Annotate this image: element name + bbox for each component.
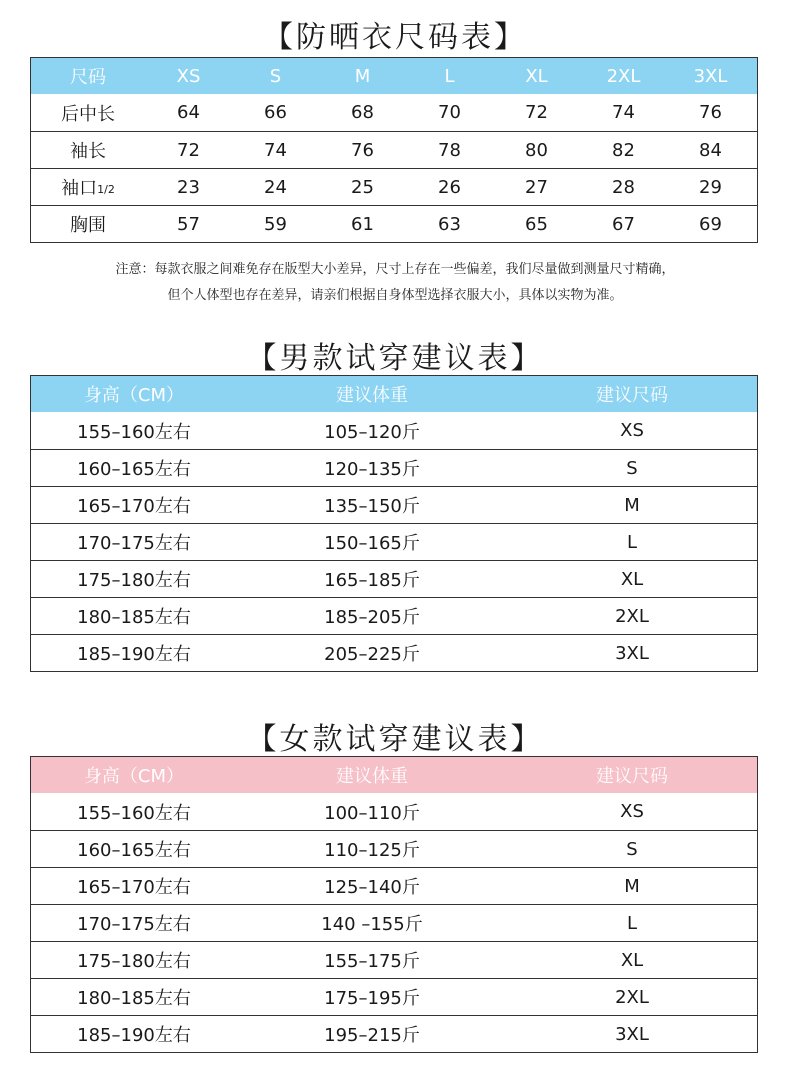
fit-size: XS [620,420,644,441]
womens-fit-header-row [31,757,757,793]
note-line-1: 注意：每款衣服之间难免存在版型大小差异，尺寸上存在一些偏差，我们尽量做到测量尺寸精确， [115,262,675,277]
fit-height: 160–165左右 [77,459,191,480]
fit-height: 160–165左右 [77,840,191,861]
fit-header-size: 建议尺码 [596,385,668,406]
fit-row [31,412,757,449]
size-header-cell: S [269,65,282,87]
measurement-value: 68 [351,102,374,123]
fit-size: 3XL [615,1023,649,1045]
fit-height: 165–170左右 [77,496,191,517]
fit-size: 2XL [615,605,649,627]
mens-fit-table [30,375,758,672]
measurement-value: 25 [351,176,374,198]
fit-weight: 150–165斤 [324,533,420,554]
fit-size: XL [620,568,644,590]
size-header-cell: 2XL [606,65,641,87]
measurement-value: 69 [699,213,722,235]
size-header-cell: 3XL [693,65,728,87]
fit-height: 175–180左右 [77,951,191,972]
measurement-value: 64 [177,102,200,123]
fit-height: 170–175左右 [77,914,191,935]
fit-row [31,560,757,597]
fit-row [31,867,757,904]
measurement-value: 72 [525,102,548,123]
fit-row [31,523,757,560]
measurement-label [31,169,145,205]
measurement-value: 61 [351,213,374,235]
size-header-label: 尺码 [70,67,106,88]
measurement-name: 袖口 [61,178,98,199]
fit-weight: 125–140斤 [324,877,420,898]
size-chart-title: 【防晒衣尺码表】 [263,20,527,55]
fit-height: 170–175左右 [77,533,191,554]
fit-row [31,634,757,671]
fit-header-size: 建议尺码 [596,766,668,787]
fit-height: 185–190左右 [77,1025,191,1046]
size-header-cell: L [444,65,455,87]
fit-row [31,597,757,634]
fit-weight: 140 –155斤 [321,914,423,935]
measurement-value: 67 [612,213,635,235]
fit-weight: 135–150斤 [324,496,420,517]
fit-header-height: 身高（CM） [83,766,185,787]
fit-weight: 175–195斤 [324,988,420,1009]
fit-size: 3XL [615,642,649,664]
fit-size: XL [620,949,644,971]
fit-row [31,486,757,523]
measurement-value: 70 [438,102,461,123]
mens-fit-title: 【男款试穿建议表】 [246,341,544,376]
fit-header-weight: 建议体重 [336,766,408,787]
measurement-label [31,206,145,242]
measurement-value: 82 [612,139,635,161]
fit-height: 155–160左右 [77,802,191,824]
size-chart-row [31,94,757,131]
fit-weight: 155–175斤 [324,951,420,972]
measurement-value: 76 [699,102,722,123]
measurement-value: 74 [264,139,287,161]
measurement-label [31,132,145,168]
fit-weight: 120–135斤 [324,459,420,480]
size-chart-table [30,57,758,243]
fit-row [31,793,757,830]
size-header-cell: XL [525,65,548,87]
size-header-cell: M [354,65,371,87]
fit-height: 165–170左右 [77,877,191,898]
size-header-cell: XS [176,65,201,87]
womens-fit-table [30,756,758,1053]
measurement-value: 84 [699,139,722,161]
mens-fit-header-row [31,376,757,412]
fit-height: 185–190左右 [77,644,191,665]
fit-row [31,904,757,941]
measurement-value: 72 [177,139,200,161]
size-chart-header-row [31,58,757,94]
fit-weight: 185–205斤 [324,607,420,628]
womens-fit-title: 【女款试穿建议表】 [246,722,544,757]
fit-height: 155–160左右 [77,421,191,443]
fit-weight: 110–125斤 [324,840,420,861]
fit-size: L [626,531,638,553]
measurement-value: 57 [177,213,200,235]
measurement-name: 后中长 [61,103,115,125]
fit-size: S [626,457,638,479]
measurement-value: 23 [177,176,200,198]
fit-header-weight: 建议体重 [336,385,408,406]
fit-row [31,941,757,978]
size-chart-row [31,205,757,242]
measurement-value: 78 [438,139,461,161]
measurement-sub: 1/2 [97,183,115,196]
fit-size: 2XL [615,986,649,1008]
note-line-2: 但个人体型也存在差异，请亲们根据自身体型选择衣服大小，具体以实物为准。 [167,288,623,303]
size-chart-row [31,131,757,168]
fit-size: S [626,838,638,860]
fit-size: M [624,494,640,516]
fit-height: 175–180左右 [77,570,191,591]
fit-height: 180–185左右 [77,607,191,628]
fit-row [31,449,757,486]
measurement-value: 28 [612,176,635,198]
fit-size: XS [620,801,644,822]
fit-row [31,1015,757,1052]
measurement-value: 80 [525,139,548,161]
measurement-value: 59 [264,213,287,235]
measurement-name: 袖长 [70,141,106,162]
fit-weight: 105–120斤 [324,421,420,443]
measurement-value: 29 [699,176,722,198]
measurement-value: 63 [438,213,461,235]
fit-size: M [624,875,640,897]
fit-weight: 165–185斤 [324,570,420,591]
fit-weight: 195–215斤 [324,1025,420,1046]
measurement-value: 74 [612,102,635,123]
measurement-value: 76 [351,139,374,161]
fit-row [31,978,757,1015]
size-chart-row [31,168,757,205]
measurement-value: 24 [264,176,287,198]
measurement-label [31,94,145,131]
measurement-value: 65 [525,213,548,235]
fit-row [31,830,757,867]
measurement-value: 26 [438,176,461,198]
measurement-value: 66 [264,102,287,123]
measurement-value: 27 [525,176,548,198]
fit-header-height: 身高（CM） [83,385,185,406]
fit-weight: 100–110斤 [324,802,420,824]
fit-height: 180–185左右 [77,988,191,1009]
measurement-name: 胸围 [70,215,106,236]
fit-size: L [626,912,638,934]
fit-weight: 205–225斤 [324,644,420,665]
size-note [0,257,790,309]
